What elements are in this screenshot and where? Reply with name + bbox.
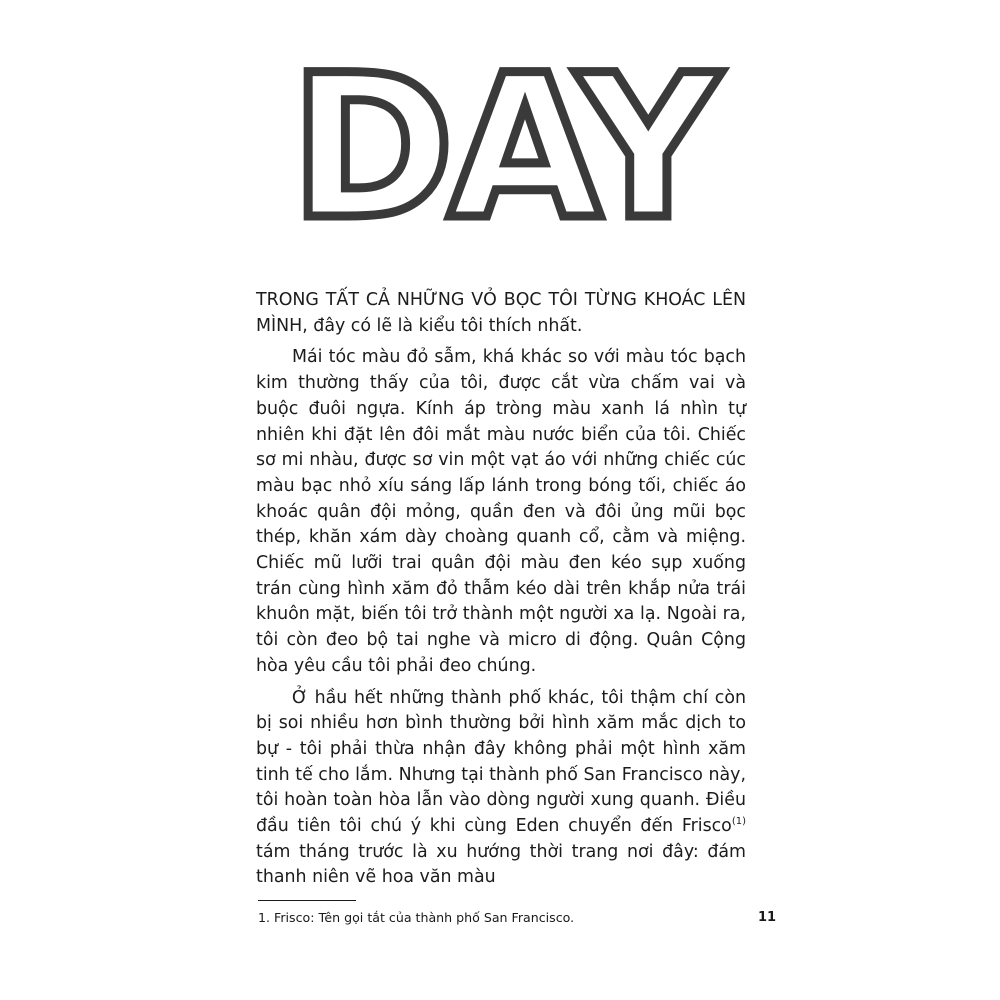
chapter-title: [252, 60, 752, 240]
paragraph-3-tail: tám tháng trước là xu hướng thời trang nơi đây: đám thanh niên vẽ hoa văn màu: [256, 841, 746, 888]
chapter-title-outline: [252, 60, 752, 240]
chapter-title-text: DAY: [289, 60, 715, 240]
paragraph-2: Mái tóc màu đỏ sẫm, khá khác so với màu tóc bạch kim thường thấy của tôi, được cắt vừa chấm vai và buộc đuôi ngựa. Kính áp tròng màu xanh lá nhìn tự nhiên khi đặt lên đôi mắt màu nước biển của tôi. Chiếc sơ mi nhàu, được sơ vin một vạt áo với những chiếc cúc màu bạc nhỏ xíu sáng lấp lánh trong bóng tối, chiếc áo khoác quân đội mỏng, quần đen và đôi ủng mũi bọc thép, khăn xám dày choàng quanh cổ, cằm và miệng. Chiếc mũ lưỡi trai quân đội màu đen kéo sụp xuống trán cùng hình xăm đỏ thẫm kéo dài trên khắp nửa trái khuôn mặt, biến tôi trở thành một người xa lạ. Ngoài ra, tôi còn đeo bộ tai nghe và micro di động. Quân Cộng hòa yêu cầu tôi phải đeo chúng.: [256, 347, 746, 676]
paragraph-3-text: Ở hầu hết những thành phố khác, tôi thậm chí còn bị soi nhiều hơn bình thường bởi hình xăm mắc dịch to bự - tôi phải thừa nhận đây không phải một hình xăm tinh tế cho lắm. Nhưng tại thành phố San Francisco này, tôi hoàn toàn hòa lẫn vào dòng người xung quanh. Điều đầu tiên tôi chú ý khi cùng Eden chuyển đến Frisco: [256, 687, 746, 837]
paragraph-3: [256, 686, 746, 892]
paragraph-1: TRONG TẤT CẢ NHỮNG VỎ BỌC TÔI TỪNG KHOÁC LÊN MÌNH, đây có lẽ là kiểu tôi thích nhất.: [256, 290, 746, 336]
footnote-divider: [258, 900, 356, 901]
page-number: 11: [758, 910, 777, 925]
footnote-reference[interactable]: (1): [731, 816, 746, 828]
body-text: [256, 288, 746, 891]
footnote: 1. Frisco: Tên gọi tắt của thành phố San Francisco.: [258, 910, 575, 925]
